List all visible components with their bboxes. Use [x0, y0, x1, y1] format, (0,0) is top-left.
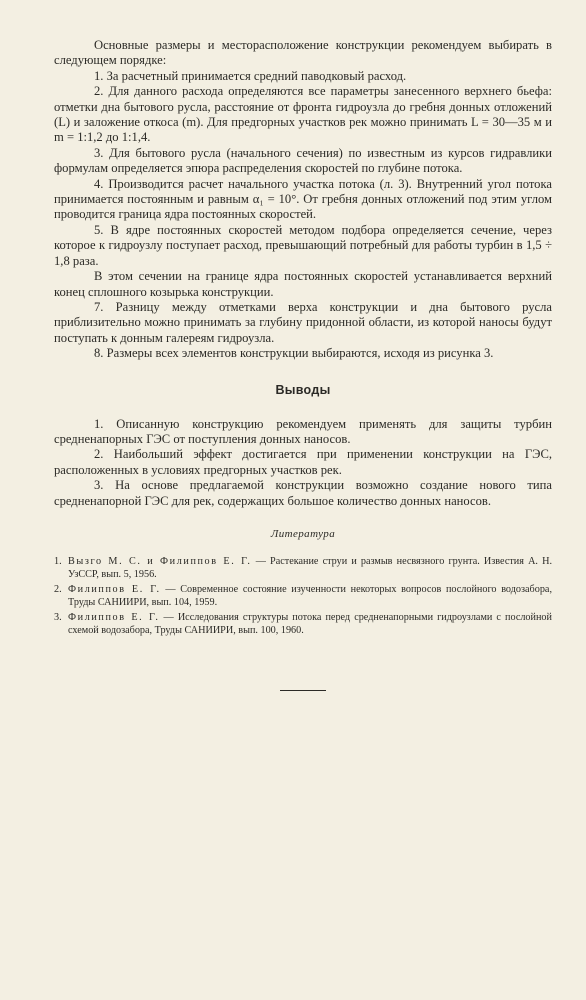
conclusion-item: 1. Описанную конструкцию рекомендуем применять для защиты турбин средненапорных ГЭС от поступления донных наносов.	[54, 416, 552, 446]
step-paragraph: В этом сечении на границе ядра постоянных скоростей устанавливается верхний конец сплошного козырька конструкции.	[54, 269, 552, 299]
step-paragraph: 5. В ядре постоянных скоростей методом подбора определяется сечение, через которое к гидроузлу поступает расход, превышающий потребный для работы турбин в 1,5 ÷ 1,8 раза.	[54, 222, 552, 268]
reference-body	[68, 612, 552, 637]
step-paragraph: 3. Для бытового русла (начального сечения) по известным из курсов гидравлики формулам определяется эпюра распределения скоростей по глубине потока.	[54, 145, 552, 176]
intro-paragraph: Основные размеры и месторасположение конструкции рекомендуем выбирать в следующем порядке:	[54, 38, 552, 68]
reference-text: — Современное состояние изученности некоторых вопросов послойного водозабора, Труды САНИИРИ, вып. 104, 1959.	[68, 584, 552, 608]
reference-number: 3.	[54, 612, 62, 624]
step-paragraph: 4. Производится расчет начального участка потока (л. 3). Внутренний угол потока принимается постоянным и равным α₁ = 10°. От гребня донных отложений под этим углом проводится граница ядра постоянных скоростей.	[54, 176, 552, 222]
main-text	[54, 38, 552, 362]
conclusion-item: 3. На основе предлагаемой конструкции возможно создание нового типа средненапорной ГЭС для рек, содержащих большое количество донных наносов.	[54, 478, 552, 508]
end-divider	[280, 690, 326, 691]
step-paragraph: 2. Для данного расхода определяются все параметры занесенного верхнего бьефа: отметки дна бытового русла, расстояние от фронта гидроузла до гребня донных отложений (L) и заложение откоса (m). Для предгорных участков рек можно принимать L = 30—35 м и m = 1:1,2 до 1:1,4.	[54, 84, 552, 145]
reference-body	[68, 556, 552, 581]
reference-number: 2.	[54, 584, 62, 596]
step-paragraph: 7. Разницу между отметками верха конструкции и дна бытового русла приблизительно можно принимать за глубину придонной области, из которой наносы будут поступать к донным галереям гидроузла.	[54, 299, 552, 345]
reference-authors: Филиппов Е. Г.	[68, 584, 161, 596]
conclusion-item: 2. Наибольший эффект достигается при применении конструкции на ГЭС, расположенных в условиях предгорных участков рек.	[54, 447, 552, 477]
reference-authors: Филиппов Е. Г.	[68, 612, 160, 624]
reference-text: — Растекание струи и размыв несвязного грунта. Известия А. Н. УзССР, вып. 5, 1956.	[68, 555, 553, 580]
step-paragraph: 1. За расчетный принимается средний паводковый расход.	[94, 68, 407, 83]
reference-list	[54, 556, 552, 638]
reference-body	[68, 584, 552, 609]
reference-text: — Исследования структуры потока перед средненапорными гидроузлами с послойной схемой водозабора, Труды САНИИРИ, вып. 100, 1960.	[68, 612, 552, 636]
reference-item	[54, 556, 552, 581]
reference-item	[54, 584, 552, 609]
literature-heading: Литература	[270, 527, 336, 540]
step-paragraph: 8. Размеры всех элементов конструкции выбираются, исходя из рисунка 3.	[94, 346, 494, 361]
conclusions-list	[54, 417, 552, 509]
reference-item	[54, 612, 552, 637]
reference-authors: Вызго М. С. и Филиппов Е. Г.	[68, 555, 252, 567]
conclusions-heading: Выводы	[275, 382, 331, 397]
reference-number: 1.	[54, 555, 62, 567]
